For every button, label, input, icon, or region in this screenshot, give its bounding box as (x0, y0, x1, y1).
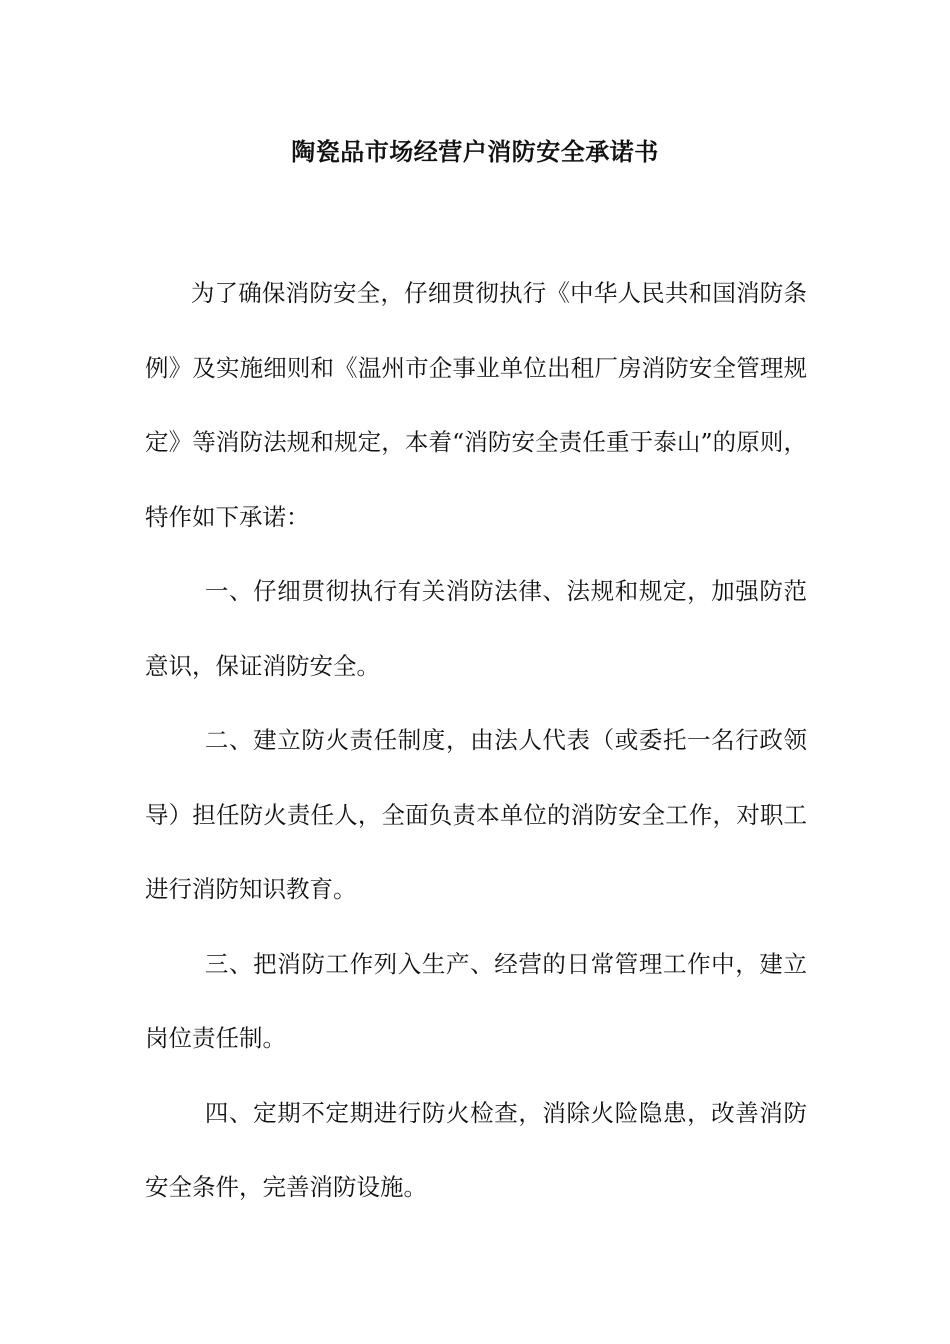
commitment-item-2: 二、建立防火责任制度，由法人代表（或委托一名行政领导）担任防火责任人，全面负责本单位的消防安全工作，对职工进行消防知识教育。 (145, 726, 807, 903)
intro-paragraph: 为了确保消防安全，仔细贯彻执行《中华人民共和国消防条例》及实施细则和《温州市企事业单位出租厂房消防安全管理规定》等消防法规和规定，本着“消防安全责任重于泰山”的原则，特作如下承诺： (145, 279, 807, 531)
commitment-item-4: 四、定期不定期进行防火检查，消除火险隐患，改善消防安全条件，完善消防设施。 (145, 1098, 807, 1201)
commitment-item-1: 一、仔细贯彻执行有关消防法律、法规和规定，加强防范意识，保证消防安全。 (145, 577, 807, 680)
document-title: 陶瓷品市场经营户消防安全承诺书 (291, 138, 659, 166)
document-body (145, 256, 807, 1225)
commitment-item-3: 三、把消防工作列入生产、经营的日常管理工作中，建立岗位责任制。 (145, 949, 807, 1052)
